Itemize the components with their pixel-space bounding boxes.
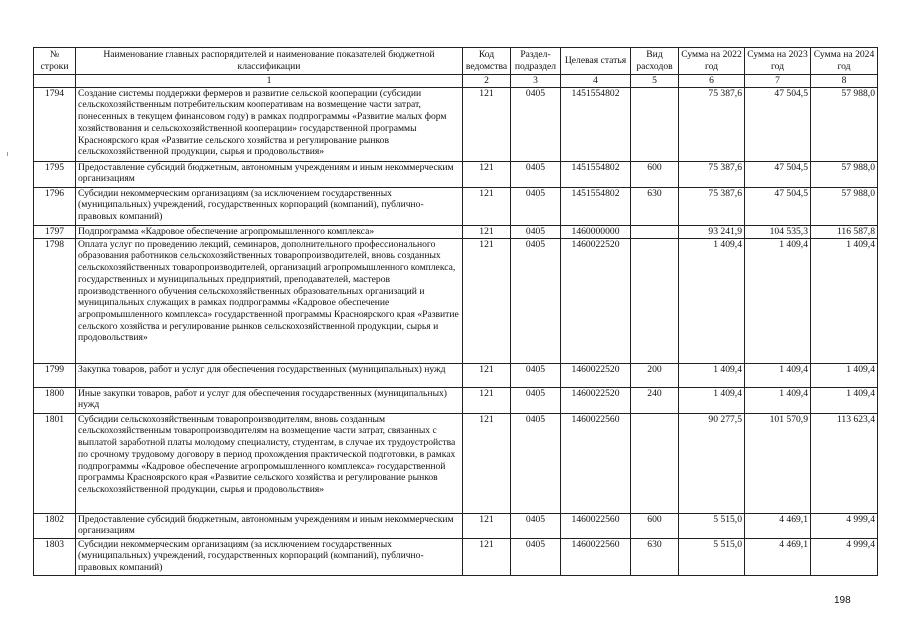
- row-dept-code: 121: [463, 238, 511, 363]
- row-sum-2022: 75 387,6: [679, 187, 745, 225]
- row-dept-code: 121: [463, 161, 511, 187]
- row-name: Предоставление субсидий бюджетным, автономным учреждениям и иным некоммерческим организациям: [76, 161, 463, 187]
- table-row: [34, 87, 878, 161]
- row-expense-type: 600: [631, 513, 679, 538]
- row-number: 1797: [34, 225, 76, 238]
- row-number: 1803: [34, 538, 76, 575]
- row-section: 0405: [511, 538, 561, 575]
- row-name: Предоставление субсидий бюджетным, автономным учреждениям и иным некоммерческим организациям: [76, 513, 463, 538]
- row-target: 1451554802: [561, 87, 631, 161]
- row-expense-type: 630: [631, 538, 679, 575]
- row-expense-type: [631, 225, 679, 238]
- table-row: [34, 225, 878, 238]
- row-section: 0405: [511, 387, 561, 413]
- row-target: 1460022520: [561, 238, 631, 363]
- row-target: 1460022520: [561, 363, 631, 387]
- row-number: 1796: [34, 187, 76, 225]
- row-dept-code: 121: [463, 538, 511, 575]
- table-row: [34, 538, 878, 575]
- row-name: Подпрограмма «Кадровое обеспечение агропромышленного комплекса»: [76, 225, 463, 238]
- table-row: [34, 513, 878, 538]
- row-sum-2024: 57 988,0: [811, 87, 878, 161]
- row-expense-type: [631, 238, 679, 363]
- col-header-sum-2023: Сумма на 2023 год: [745, 48, 811, 75]
- row-sum-2023: 1 409,4: [745, 238, 811, 363]
- row-section: 0405: [511, 225, 561, 238]
- col-header-sum-2024: Сумма на 2024 год: [811, 48, 878, 75]
- row-name: Субсидии некоммерческим организациям (за исключением государственных (муниципальных) учреждений, государственных корпораций (компаний), публично-правовых компаний): [76, 538, 463, 575]
- row-sum-2023: 47 504,5: [745, 87, 811, 161]
- row-dept-code: 121: [463, 513, 511, 538]
- row-section: 0405: [511, 413, 561, 513]
- row-number: 1798: [34, 238, 76, 363]
- col-number: 4: [561, 75, 631, 88]
- row-section: 0405: [511, 187, 561, 225]
- col-header-name: Наименование главных распорядителей и наименование показателей бюджетной классификации: [76, 48, 463, 75]
- row-sum-2022: 1 409,4: [679, 363, 745, 387]
- row-expense-type: 240: [631, 387, 679, 413]
- row-dept-code: 121: [463, 387, 511, 413]
- col-header-section: Раздел-подраздел: [511, 48, 561, 75]
- row-name: Оплата услуг по проведению лекций, семинаров, дополнительного профессионального образования работников сельскохозяйственных товаропроизводителей, вновь созданных сельскохозяйственных товаропроизводителей, организаций агропромышленного комплекса, государственных и муниципальных предприятий, преподавателей, мастеров производственного обучения сельскохозяйственных образовательных организаций и муниципальных служащих в рамках подпрограммы «Кадровое обеспечение агропромышленного комплекса» государственной программы Красноярского края «Развитие сельского хозяйства и регулирование рынков сельскохозяйственной продукции, сырья и продовольствия»: [76, 238, 463, 363]
- col-header-row-no: № строки: [34, 48, 76, 75]
- row-name: Создание системы поддержки фермеров и развитие сельской кооперации (субсидии сельскохозяйственным потребительским кооперативам на возмещение части затрат, понесенных в текущем финансовом году) в рамках подпрограммы «Развитие малых форм хозяйствования и сельскохозяйственной кооперации» государственной программы Красноярского края «Развитие сельского хозяйства и регулирование рынков сельскохозяйственной продукции, сырья и продовольствия»: [76, 87, 463, 161]
- row-target: 1460022560: [561, 413, 631, 513]
- row-name: Иные закупки товаров, работ и услуг для обеспечения государственных (муниципальных) нужд: [76, 387, 463, 413]
- row-sum-2023: 47 504,5: [745, 187, 811, 225]
- row-dept-code: 121: [463, 87, 511, 161]
- col-header-sum-2022: Сумма на 2022 год: [679, 48, 745, 75]
- table-row: [34, 161, 878, 187]
- row-dept-code: 121: [463, 413, 511, 513]
- row-sum-2024: 1 409,4: [811, 387, 878, 413]
- row-number: 1800: [34, 387, 76, 413]
- col-number: 8: [811, 75, 878, 88]
- table-row: [34, 387, 878, 413]
- row-sum-2022: 1 409,4: [679, 387, 745, 413]
- col-header-target: Целевая статья: [561, 48, 631, 75]
- row-expense-type: 630: [631, 187, 679, 225]
- row-sum-2022: 90 277,5: [679, 413, 745, 513]
- row-sum-2023: 1 409,4: [745, 387, 811, 413]
- row-target: 1460022560: [561, 513, 631, 538]
- row-number: 1802: [34, 513, 76, 538]
- row-sum-2024: 113 623,4: [811, 413, 878, 513]
- row-sum-2024: 1 409,4: [811, 238, 878, 363]
- row-number: 1794: [34, 87, 76, 161]
- row-target: 1460022520: [561, 387, 631, 413]
- column-number-row: [34, 75, 878, 88]
- row-sum-2024: 1 409,4: [811, 363, 878, 387]
- row-sum-2022: 75 387,6: [679, 87, 745, 161]
- row-section: 0405: [511, 363, 561, 387]
- row-sum-2023: 104 535,3: [745, 225, 811, 238]
- col-header-expense-type: Вид расходов: [631, 48, 679, 75]
- col-number: [34, 75, 76, 88]
- row-sum-2022: 75 387,6: [679, 161, 745, 187]
- row-expense-type: 600: [631, 161, 679, 187]
- row-dept-code: 121: [463, 363, 511, 387]
- row-dept-code: 121: [463, 225, 511, 238]
- budget-table: [33, 47, 878, 576]
- row-sum-2024: 4 999,4: [811, 513, 878, 538]
- page-number: 198: [834, 595, 851, 606]
- row-number: 1799: [34, 363, 76, 387]
- row-section: 0405: [511, 161, 561, 187]
- row-sum-2024: 116 587,8: [811, 225, 878, 238]
- row-sum-2024: 57 988,0: [811, 161, 878, 187]
- row-section: 0405: [511, 238, 561, 363]
- row-section: 0405: [511, 513, 561, 538]
- col-number: 7: [745, 75, 811, 88]
- row-name: Субсидии некоммерческим организациям (за исключением государственных (муниципальных) учреждений, государственных корпораций (компаний), публично-правовых компаний): [76, 187, 463, 225]
- row-number: 1801: [34, 413, 76, 513]
- row-sum-2023: 4 469,1: [745, 538, 811, 575]
- row-dept-code: 121: [463, 187, 511, 225]
- row-target: 1451554802: [561, 161, 631, 187]
- row-expense-type: 200: [631, 363, 679, 387]
- row-sum-2023: 1 409,4: [745, 363, 811, 387]
- table-row: [34, 363, 878, 387]
- row-sum-2022: 5 515,0: [679, 538, 745, 575]
- row-target: 1460000000: [561, 225, 631, 238]
- col-number: 6: [679, 75, 745, 88]
- row-sum-2022: 93 241,9: [679, 225, 745, 238]
- row-sum-2024: 4 999,4: [811, 538, 878, 575]
- margin-mark: [7, 152, 8, 156]
- header-row: [34, 48, 878, 75]
- row-name: Закупка товаров, работ и услуг для обеспечения государственных (муниципальных) нужд: [76, 363, 463, 387]
- row-number: 1795: [34, 161, 76, 187]
- row-sum-2023: 47 504,5: [745, 161, 811, 187]
- row-expense-type: [631, 413, 679, 513]
- row-sum-2022: 1 409,4: [679, 238, 745, 363]
- row-sum-2024: 57 988,0: [811, 187, 878, 225]
- col-number: 3: [511, 75, 561, 88]
- row-sum-2022: 5 515,0: [679, 513, 745, 538]
- col-number: 5: [631, 75, 679, 88]
- table-row: [34, 238, 878, 363]
- table-row: [34, 187, 878, 225]
- row-name: Субсидии сельскохозяйственным товаропроизводителям, вновь созданным сельскохозяйственным товаропроизводителям на возмещение части затрат, связанных с выплатой заработной платы молодому специалисту, студентам, в случае их трудоустройства по срочному трудовому договору в период прохождения практической подготовки, в рамках подпрограммы «Кадровое обеспечение агропромышленного комплекса» государственной программы Красноярского края «Развитие сельского хозяйства и регулирование рынков сельскохозяйственной продукции, сырья и продовольствия»: [76, 413, 463, 513]
- row-target: 1460022560: [561, 538, 631, 575]
- col-number: 1: [76, 75, 463, 88]
- row-target: 1451554802: [561, 187, 631, 225]
- col-number: 2: [463, 75, 511, 88]
- table-row: [34, 413, 878, 513]
- row-section: 0405: [511, 87, 561, 161]
- row-expense-type: [631, 87, 679, 161]
- row-sum-2023: 4 469,1: [745, 513, 811, 538]
- row-sum-2023: 101 570,9: [745, 413, 811, 513]
- col-header-dept: Код ведомства: [463, 48, 511, 75]
